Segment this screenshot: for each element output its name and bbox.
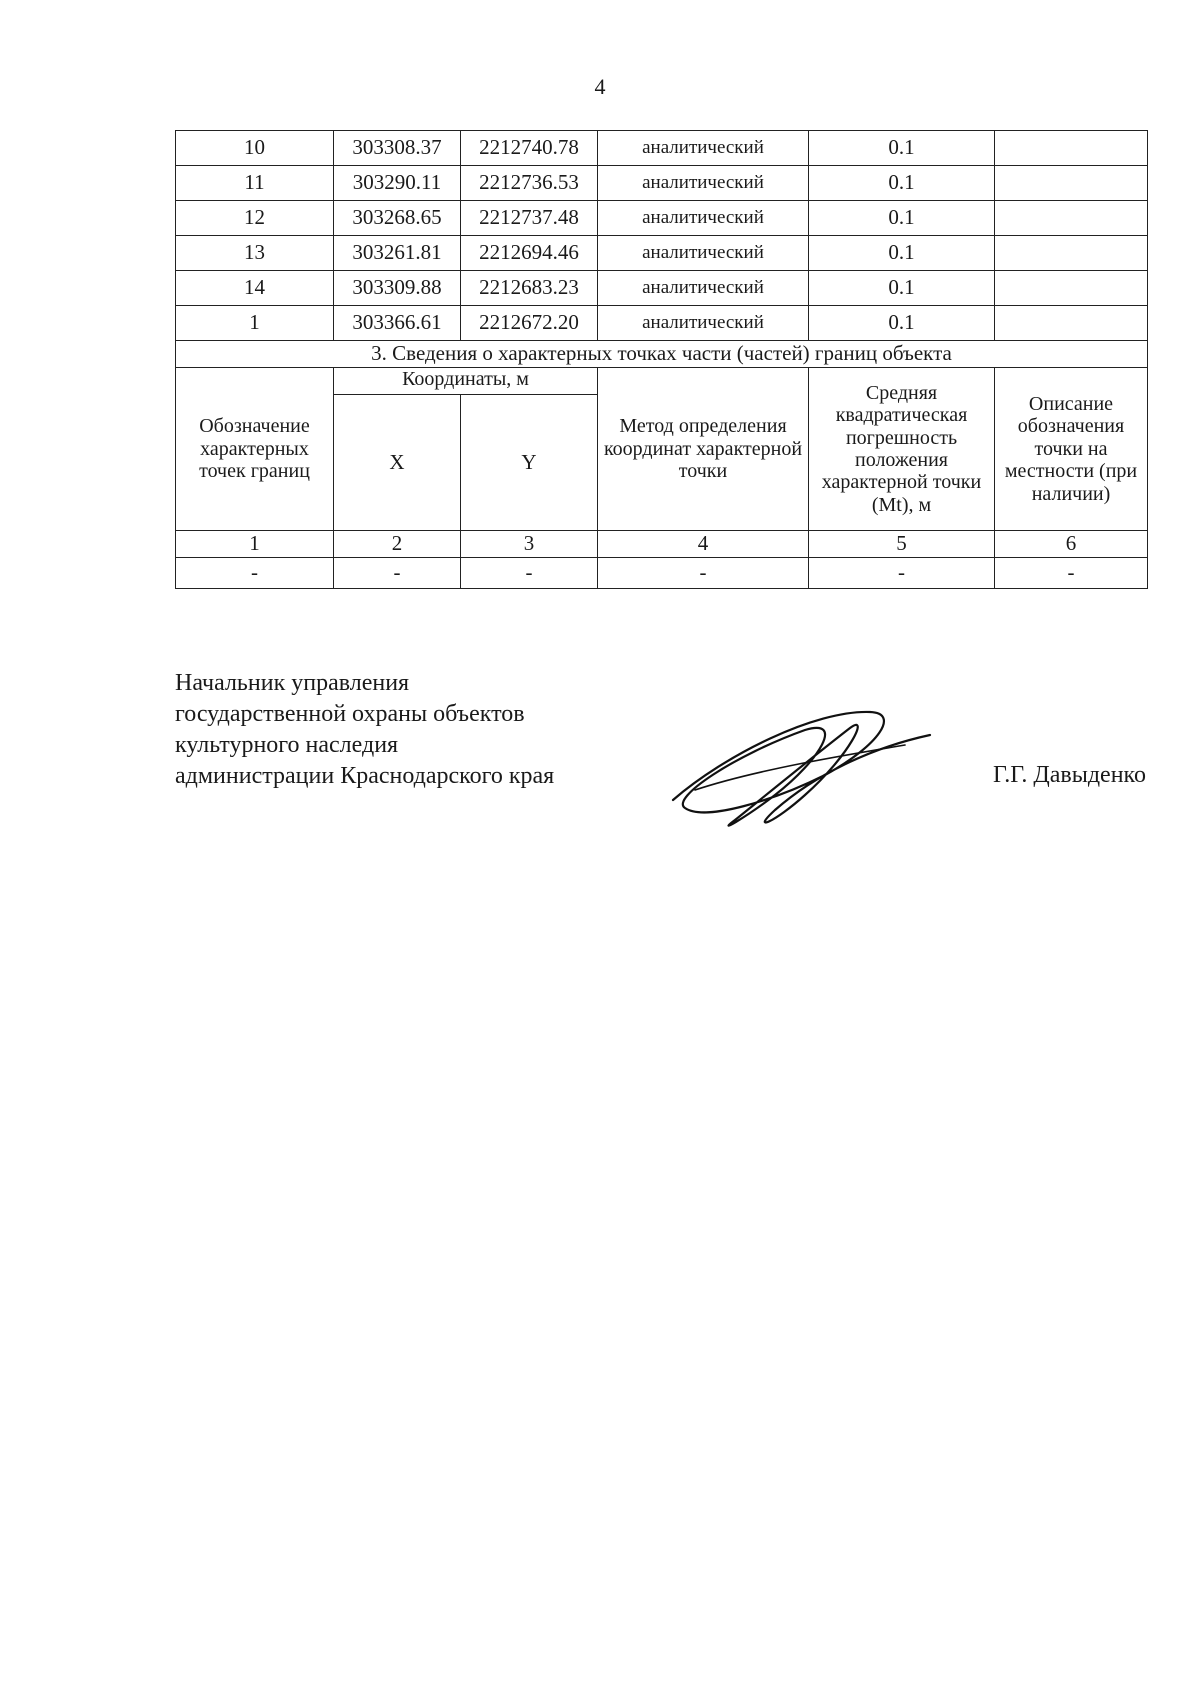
y-cell: 2212736.53 — [461, 166, 598, 201]
error-cell: 0.1 — [809, 201, 995, 236]
header-error: Средняя квадратическая погрешность положения характерной точки (Mt), м — [809, 368, 995, 531]
point-cell: 12 — [176, 201, 334, 236]
method-cell: аналитический — [598, 306, 809, 341]
dash-cell: - — [461, 558, 598, 589]
description-cell — [995, 201, 1148, 236]
page-number: 4 — [594, 74, 606, 99]
dash-cell: - — [176, 558, 334, 589]
error-cell: 0.1 — [809, 166, 995, 201]
method-cell: аналитический — [598, 166, 809, 201]
column-number: 1 — [176, 531, 334, 558]
table-row — [176, 306, 1148, 341]
header-y: Y — [461, 395, 598, 531]
dash-cell: - — [995, 558, 1148, 589]
section-title-row — [176, 341, 1148, 368]
column-number-row — [176, 531, 1148, 558]
x-cell: 303309.88 — [334, 271, 461, 306]
y-cell: 2212672.20 — [461, 306, 598, 341]
column-number: 3 — [461, 531, 598, 558]
y-cell: 2212737.48 — [461, 201, 598, 236]
header-designation: Обозначение характерных точек границ — [176, 368, 334, 531]
signer-name: Г.Г. Давыденко — [993, 762, 1146, 788]
handwritten-signature — [665, 700, 935, 840]
x-cell: 303308.37 — [334, 131, 461, 166]
header-coordinates: Координаты, м — [334, 368, 598, 395]
description-cell — [995, 236, 1148, 271]
table-row — [176, 201, 1148, 236]
y-cell: 2212740.78 — [461, 131, 598, 166]
error-cell: 0.1 — [809, 306, 995, 341]
x-cell: 303290.11 — [334, 166, 461, 201]
signer-position — [175, 668, 554, 792]
dash-cell: - — [598, 558, 809, 589]
point-cell: 13 — [176, 236, 334, 271]
coordinates-table — [175, 130, 1148, 589]
method-cell: аналитический — [598, 271, 809, 306]
position-line: администрации Краснодарского края — [175, 763, 555, 789]
table-row — [176, 558, 1148, 589]
point-cell: 11 — [176, 166, 334, 201]
dash-cell: - — [809, 558, 995, 589]
x-cell: 303261.81 — [334, 236, 461, 271]
dash-cell: - — [334, 558, 461, 589]
table-row — [176, 166, 1148, 201]
method-cell: аналитический — [598, 201, 809, 236]
x-cell: 303268.65 — [334, 201, 461, 236]
column-number: 2 — [334, 531, 461, 558]
point-cell: 1 — [176, 306, 334, 341]
description-cell — [995, 271, 1148, 306]
error-cell: 0.1 — [809, 236, 995, 271]
header-method: Метод определения координат характерной точки — [598, 368, 809, 531]
point-cell: 14 — [176, 271, 334, 306]
point-cell: 10 — [176, 131, 334, 166]
signature-stroke — [673, 712, 930, 826]
section-title: 3. Сведения о характерных точках части (частей) границ объекта — [176, 341, 1148, 368]
header-x: X — [334, 395, 461, 531]
position-line: государственной охраны объектов — [175, 701, 525, 727]
x-cell: 303366.61 — [334, 306, 461, 341]
method-cell: аналитический — [598, 131, 809, 166]
description-cell — [995, 306, 1148, 341]
header-row — [176, 368, 1148, 395]
table-row — [176, 131, 1148, 166]
position-line: культурного наследия — [175, 732, 399, 758]
y-cell: 2212694.46 — [461, 236, 598, 271]
method-cell: аналитический — [598, 236, 809, 271]
description-cell — [995, 131, 1148, 166]
column-number: 4 — [598, 531, 809, 558]
table-row — [176, 271, 1148, 306]
y-cell: 2212683.23 — [461, 271, 598, 306]
error-cell: 0.1 — [809, 131, 995, 166]
position-line: Начальник управления — [175, 670, 410, 696]
header-description: Описание обозначения точки на местности (при наличии) — [995, 368, 1148, 531]
description-cell — [995, 166, 1148, 201]
column-number: 5 — [809, 531, 995, 558]
table-row — [176, 236, 1148, 271]
error-cell: 0.1 — [809, 271, 995, 306]
column-number: 6 — [995, 531, 1148, 558]
